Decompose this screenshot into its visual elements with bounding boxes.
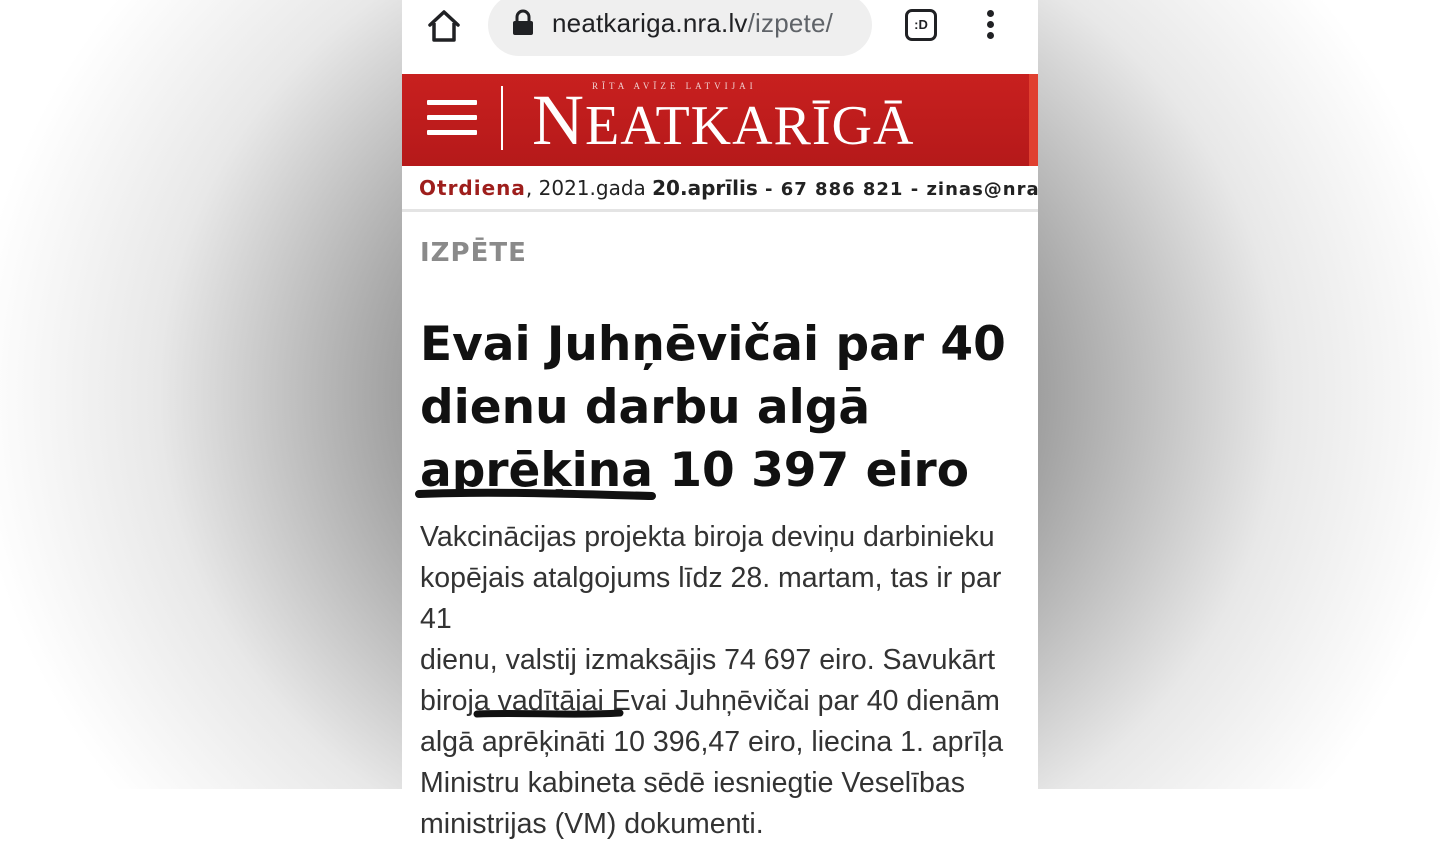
tab-switcher-icon[interactable]: :D (905, 9, 937, 41)
lead-line-tail: 10 396,47 eiro, liecina 1. aprīļa (605, 726, 1004, 758)
contact-info: - 67 886 821 - zinas@nra (757, 179, 1040, 200)
address-bar[interactable] (488, 0, 872, 56)
url-text (552, 8, 833, 39)
date-text: 20.aprīlis (652, 176, 758, 200)
lead-line: ministrijas (VM) dokumenti. (420, 808, 764, 840)
headline-underlined-word: aprēķina (420, 443, 653, 498)
header-divider (501, 86, 503, 150)
year-text: , 2021.gada (525, 176, 653, 200)
browser-toolbar (402, 0, 1038, 74)
headline-line: Evai Juhņēvičai par 40 (420, 317, 1006, 372)
logo-rest: EATKARĪGĀ (585, 95, 915, 157)
hamburger-menu-icon[interactable] (427, 100, 477, 136)
lead-line: kopējais atalgojums līdz 28. martam, tas ir par 41 (420, 562, 1002, 635)
url-host: neatkariga.nra.lv (552, 8, 748, 38)
dateline (402, 166, 1038, 212)
url-path: /izpete/ (747, 8, 834, 38)
header-edge-strip (1029, 74, 1038, 166)
section-label[interactable]: IZPĒTE (420, 238, 527, 268)
article-headline[interactable] (420, 313, 1020, 502)
home-icon[interactable] (424, 6, 464, 46)
lock-icon (512, 10, 534, 36)
more-vert-icon[interactable] (984, 10, 996, 42)
lead-line: Ministru kabineta sēdē iesniegtie Veselības (420, 767, 965, 799)
article-lead (420, 517, 1032, 845)
logo-initial: N (532, 80, 585, 160)
lead-line: biroja vadītājai Evai Juhņēvičai par 40 dienām (420, 685, 1000, 717)
site-header (402, 74, 1038, 166)
lead-line: algā (420, 726, 482, 758)
lead-line: Vakcinācijas projekta biroja deviņu darbinieku (420, 521, 995, 553)
lead-line: dienu, valstij izmaksājis 74 697 eiro. Savukārt (420, 644, 996, 676)
headline-line: dienu darbu algā (420, 380, 871, 435)
site-logo[interactable] (532, 80, 915, 162)
day-name: Otrdiena (419, 176, 526, 200)
lead-underlined-word: aprēķināti (481, 726, 606, 758)
phone-screen (402, 0, 1040, 840)
headline-line-tail: 10 397 eiro (652, 443, 970, 498)
tagline: RĪTA AVĪZE LATVIJAI (592, 81, 757, 91)
